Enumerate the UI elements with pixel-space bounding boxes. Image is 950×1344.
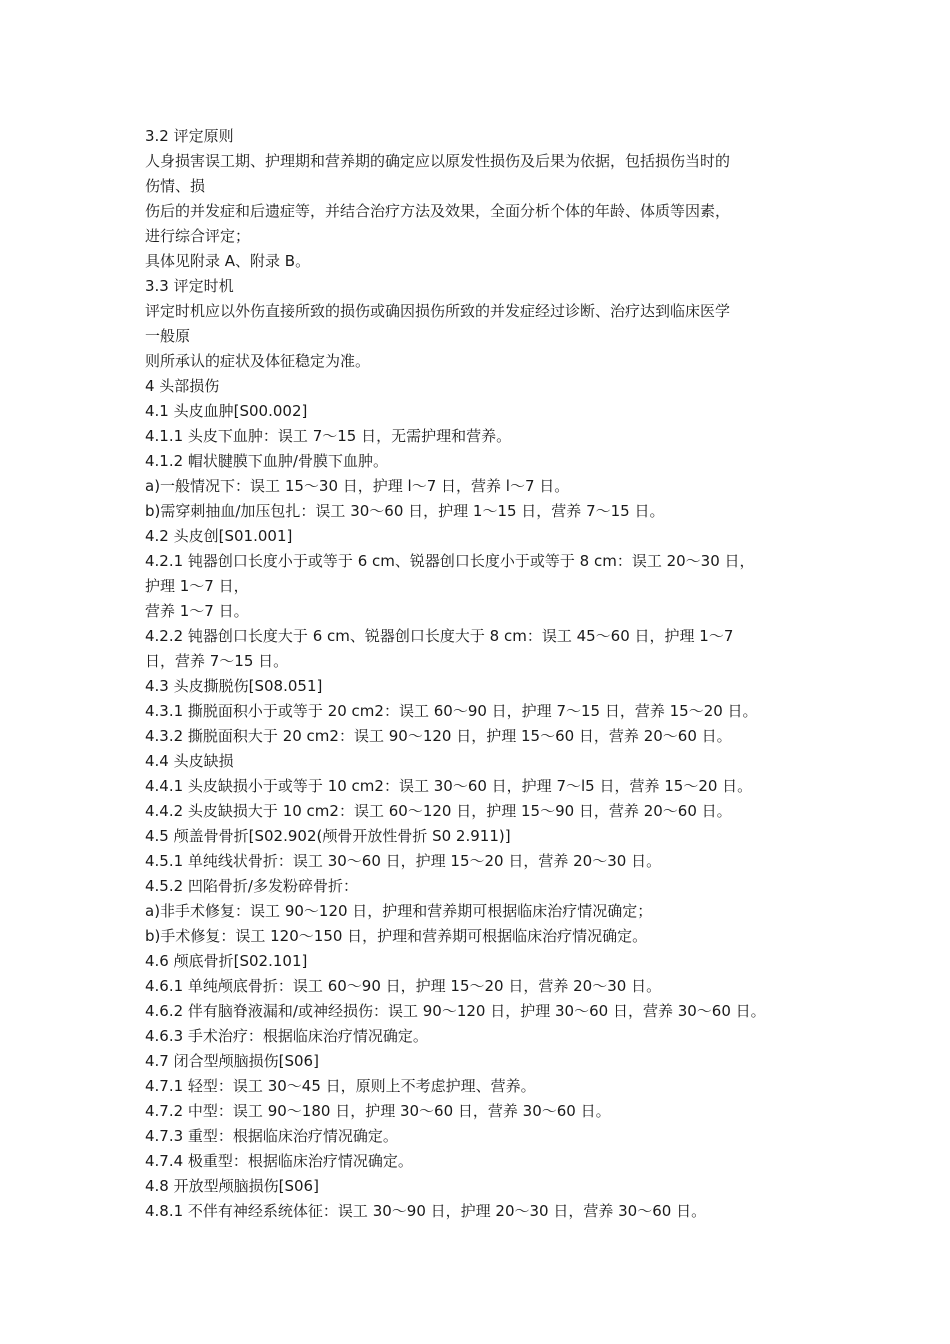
paragraph-line: 人身损害误工期、护理期和营养期的确定应以原发性损伤及后果为依据，包括损伤当时的	[145, 152, 731, 170]
paragraph-line: 具体见附录 A、附录 B。	[145, 252, 311, 270]
clause-line: 4.6.1 单纯颅底骨折：误工 60～90 日，护理 15～20 日，营养 20～30 日。	[145, 977, 662, 995]
section-heading: 4.5 颅盖骨骨折[S02.902(颅骨开放性骨折 S0 2.911)]	[145, 827, 511, 845]
clause-line: 4.7.3 重型：根据临床治疗情况确定。	[145, 1127, 398, 1145]
clause-line: 4.8.1 不伴有神经系统体征：误工 30～90 日，护理 20～30 日，营养 30～60 日。	[145, 1202, 707, 1220]
document-body	[145, 124, 835, 1224]
clause-line: 营养 1～7 日。	[145, 602, 249, 620]
chapter-heading: 4 头部损伤	[145, 377, 220, 395]
section-heading: 4.4 头皮缺损	[145, 752, 234, 770]
section-heading: 4.2 头皮创[S01.001]	[145, 527, 293, 545]
clause-line: 4.6.2 伴有脑脊液漏和/或神经损伤：误工 90～120 日，护理 30～60 日，营养 30～60 日。	[145, 1002, 766, 1020]
clause-line: 4.1.2 帽状腱膜下血肿/骨膜下血肿。	[145, 452, 388, 470]
list-item: b)手术修复：误工 120～150 日，护理和营养期可根据临床治疗情况确定。	[145, 927, 648, 945]
clause-line: 4.7.2 中型：误工 90～180 日，护理 30～60 日，营养 30～60 日。	[145, 1102, 611, 1120]
list-item: b)需穿刺抽血/加压包扎：误工 30～60 日，护理 1～15 日，营养 7～15 日。	[145, 502, 665, 520]
clause-line: 4.4.1 头皮缺损小于或等于 10 cm2：误工 30～60 日，护理 7～l5 日，营养 15～20 日。	[145, 777, 753, 795]
clause-line: 4.3.2 撕脱面积大于 20 cm2：误工 90～120 日，护理 15～60 日，营养 20～60 日。	[145, 727, 732, 745]
section-heading: 4.3 头皮撕脱伤[S08.051]	[145, 677, 323, 695]
clause-line: 4.6.3 手术治疗：根据临床治疗情况确定。	[145, 1027, 428, 1045]
clause-line: 4.5.1 单纯线状骨折：误工 30～60 日，护理 15～20 日，营养 20～30 日。	[145, 852, 662, 870]
paragraph-line: 评定时机应以外伤直接所致的损伤或确因损伤所致的并发症经过诊断、治疗达到临床医学	[145, 302, 731, 320]
clause-line: 护理 1～7 日，	[145, 577, 249, 595]
clause-line: 4.7.4 极重型：根据临床治疗情况确定。	[145, 1152, 413, 1170]
paragraph-line: 伤情、损	[145, 177, 206, 195]
paragraph-line: 则所承认的症状及体征稳定为准。	[145, 352, 371, 370]
list-item: a)非手术修复：误工 90～120 日，护理和营养期可根据临床治疗情况确定；	[145, 902, 653, 920]
section-heading: 3.2 评定原则	[145, 127, 234, 145]
section-heading: 4.8 开放型颅脑损伤[S06]	[145, 1177, 319, 1195]
paragraph-line: 一般原	[145, 327, 191, 345]
clause-line: 日，营养 7～15 日。	[145, 652, 289, 670]
section-heading: 3.3 评定时机	[145, 277, 234, 295]
clause-line: 4.7.1 轻型：误工 30～45 日，原则上不考虑护理、营养。	[145, 1077, 536, 1095]
paragraph-line: 伤后的并发症和后遗症等，并结合治疗方法及效果，全面分析个体的年龄、体质等因素，	[145, 202, 731, 220]
list-item: a)一般情况下：误工 15～30 日，护理 l～7 日，营养 l～7 日。	[145, 477, 570, 495]
section-heading: 4.7 闭合型颅脑损伤[S06]	[145, 1052, 319, 1070]
clause-line: 4.2.1 钝器创口长度小于或等于 6 cm、锐器创口长度小于或等于 8 cm：误工 20～30 日，	[145, 552, 755, 570]
paragraph-line: 进行综合评定；	[145, 227, 251, 245]
clause-line: 4.2.2 钝器创口长度大于 6 cm、锐器创口长度大于 8 cm：误工 45～60 日，护理 1～7	[145, 627, 734, 645]
section-heading: 4.1 头皮血肿[S00.002]	[145, 402, 308, 420]
clause-line: 4.3.1 撕脱面积小于或等于 20 cm2：误工 60～90 日，护理 7～15 日，营养 15～20 日。	[145, 702, 758, 720]
clause-line: 4.4.2 头皮缺损大于 10 cm2：误工 60～120 日，护理 15～90 日，营养 20～60 日。	[145, 802, 732, 820]
section-heading: 4.6 颅底骨折[S02.101]	[145, 952, 308, 970]
clause-line: 4.5.2 凹陷骨折/多发粉碎骨折：	[145, 877, 358, 895]
clause-line: 4.1.1 头皮下血肿：误工 7～15 日，无需护理和营养。	[145, 427, 512, 445]
